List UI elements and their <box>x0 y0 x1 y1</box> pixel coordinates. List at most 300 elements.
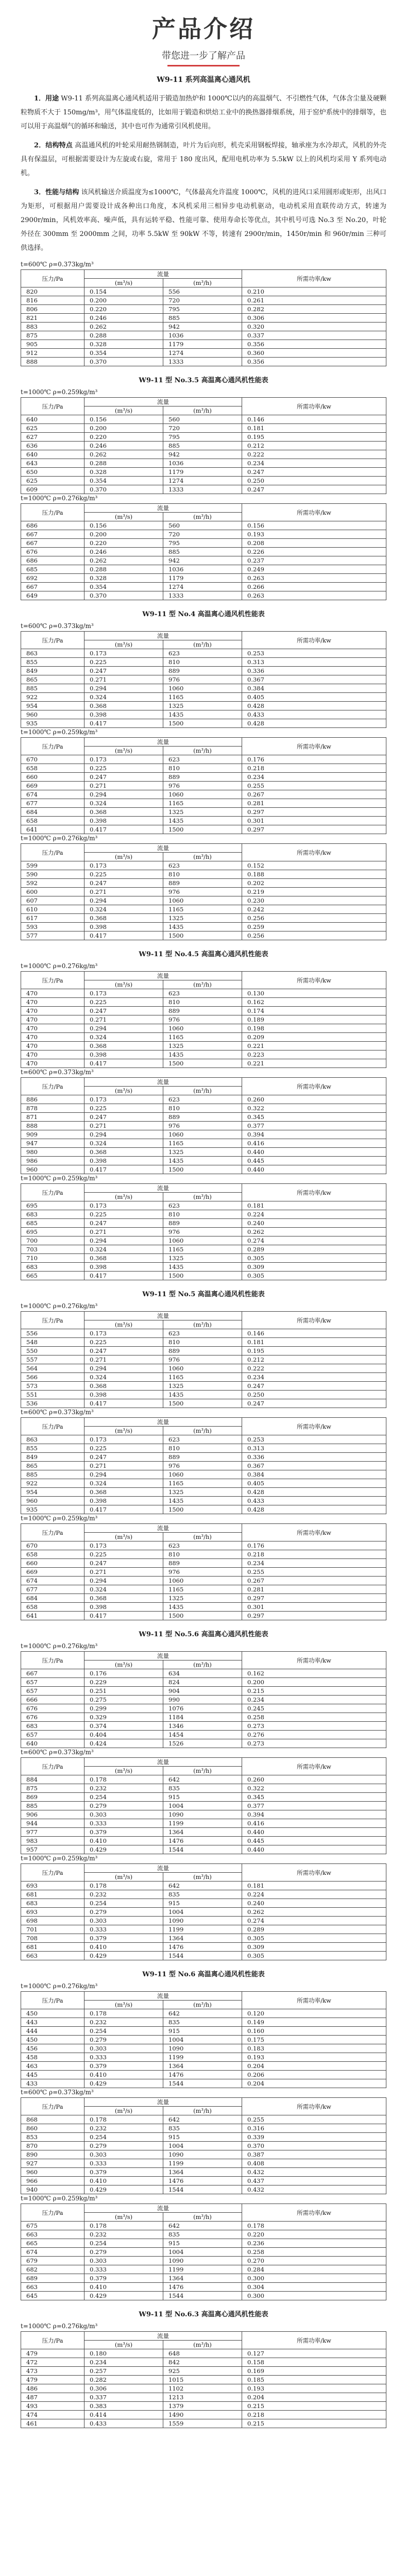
table-condition: t=600℃ ρ=0.373kg/m³ <box>21 261 94 268</box>
flow-m3h-cell: 1015 <box>163 2376 242 2384</box>
pressure-cell: 927 <box>21 2159 84 2168</box>
table-row <box>21 2230 386 2239</box>
table-row <box>21 1444 386 1453</box>
table-caption: W9-11 型 No.6.3 高温离心通风机性能表 <box>139 2311 268 2318</box>
flow-m3h-cell: 1476 <box>163 2177 242 2185</box>
power-cell: 0.249 <box>242 565 386 574</box>
table-condition: t=1000℃ ρ=0.259kg/m³ <box>21 1855 98 1862</box>
power-cell: 0.262 <box>242 1908 386 1917</box>
table-row <box>21 1254 386 1263</box>
table-row <box>21 1095 386 1104</box>
table-row <box>21 2079 386 2088</box>
table-caption: W9-11 型 No.4 高温离心通风机性能表 <box>142 611 265 618</box>
table-row <box>21 755 386 764</box>
pressure-header: 压力/Pa <box>21 1184 84 1201</box>
pressure-cell: 875 <box>21 331 84 340</box>
flow-m3s-cell: 0.247 <box>84 667 163 675</box>
flow-m3h-cell: 1476 <box>163 1943 242 1952</box>
flow-m3s-cell: 0.303 <box>84 1917 163 1925</box>
pressure-cell: 658 <box>21 1603 84 1612</box>
performance-table <box>21 1651 386 1748</box>
table-row <box>21 442 386 450</box>
power-cell: 0.394 <box>242 1130 386 1139</box>
pressure-header: 压力/Pa <box>21 1312 84 1329</box>
flow-m3h-cell: 889 <box>163 879 242 888</box>
flow-m3s-cell: 0.417 <box>84 1272 163 1280</box>
flow-m3h-cell: 976 <box>163 1015 242 1024</box>
flow-m3s-cell: 0.247 <box>84 773 163 782</box>
flow-m3s-cell: 0.262 <box>84 556 163 565</box>
table-row <box>21 583 386 591</box>
flow-m3s-cell: 0.379 <box>84 1828 163 1837</box>
power-cell: 0.416 <box>242 1139 386 1148</box>
flow-m3s-header: (m³/s) <box>84 1767 163 1775</box>
flow-m3s-cell: 0.262 <box>84 323 163 331</box>
table-row <box>21 459 386 468</box>
power-cell: 0.284 <box>242 2265 386 2274</box>
table-row <box>21 1828 386 1837</box>
flow-m3h-cell: 810 <box>163 870 242 879</box>
flow-m3h-cell: 642 <box>163 1882 242 1890</box>
table-caption: W9-11 型 No.4.5 高温离心通风机性能表 <box>139 951 268 958</box>
performance-table-block <box>21 1514 386 1620</box>
table-row <box>21 424 386 433</box>
power-cell: 0.297 <box>242 825 386 834</box>
flow-m3h-cell: 623 <box>163 1201 242 1210</box>
power-cell: 0.273 <box>242 1739 386 1748</box>
power-cell: 0.202 <box>242 879 386 888</box>
table-row <box>21 1479 386 1488</box>
pressure-cell: 676 <box>21 1713 84 1722</box>
flow-m3h-cell: 1500 <box>163 1059 242 1068</box>
flow-m3h-cell: 1435 <box>163 1603 242 1612</box>
pressure-cell: 493 <box>21 2402 84 2411</box>
pressure-header: 压力/Pa <box>21 2332 84 2349</box>
flow-m3h-cell: 1004 <box>163 1802 242 1810</box>
pressure-cell: 935 <box>21 719 84 728</box>
flow-m3s-cell: 0.294 <box>84 684 163 693</box>
flow-m3s-cell: 0.271 <box>84 1568 163 1577</box>
pressure-cell: 627 <box>21 433 84 442</box>
table-row <box>21 1236 386 1245</box>
flow-m3s-cell: 0.262 <box>84 450 163 459</box>
section-performance <box>21 185 386 255</box>
table-row <box>21 2159 386 2168</box>
table-row <box>21 870 386 879</box>
flow-m3h-cell: 915 <box>163 1793 242 1802</box>
power-cell: 0.130 <box>242 989 386 998</box>
section-performance-label: 3．性能与结构 <box>34 189 79 196</box>
flow-m3s-header: (m³/s) <box>84 1320 163 1329</box>
table-row <box>21 905 386 914</box>
flow-m3h-cell: 623 <box>163 649 242 658</box>
flow-m3s-cell: 0.288 <box>84 459 163 468</box>
flow-m3s-cell: 0.225 <box>84 1444 163 1453</box>
flow-header: 流量 <box>84 632 242 640</box>
flow-m3h-cell: 642 <box>163 2115 242 2124</box>
pressure-cell: 450 <box>21 2036 84 2044</box>
flow-m3h-cell: 560 <box>163 521 242 530</box>
pressure-cell: 681 <box>21 1890 84 1899</box>
flow-m3s-cell: 0.303 <box>84 2150 163 2159</box>
table-header-row <box>21 632 386 640</box>
section-usage-text: W9-11 系列高温离心通风机适用于锻造加热炉和 1000℃以内的高温烟气、不引燃性气体，气体含尘量及硬颗粒物质不大于 150mg/m³，用气体温度低的，比如用于锻造和烘焙工业中的换热器排烟系统，用于窑炉系统中的排烟等，也可以用于高温烟气的循环和输送，其中也可作为通常引风机使用。 <box>21 95 386 130</box>
power-cell: 0.281 <box>242 799 386 808</box>
flow-m3s-cell: 0.370 <box>84 591 163 600</box>
power-cell: 0.218 <box>242 2411 386 2419</box>
pressure-cell: 470 <box>21 1059 84 1068</box>
table-header-row <box>21 2204 386 2213</box>
power-cell: 0.274 <box>242 1917 386 1925</box>
table-row <box>21 702 386 710</box>
flow-m3s-cell: 0.254 <box>84 2027 163 2036</box>
performance-table-block <box>21 1629 386 1748</box>
power-cell: 0.234 <box>242 459 386 468</box>
table-row <box>21 574 386 583</box>
flow-m3h-header: (m³/h) <box>163 406 242 415</box>
pressure-cell: 474 <box>21 2411 84 2419</box>
power-cell: 0.245 <box>242 1704 386 1713</box>
power-cell: 0.206 <box>242 2071 386 2079</box>
table-row <box>21 2292 386 2300</box>
power-cell: 0.297 <box>242 1594 386 1603</box>
table-condition: t=1000℃ ρ=0.276kg/m³ <box>21 1302 98 1310</box>
pressure-cell: 640 <box>21 450 84 459</box>
power-cell: 0.260 <box>242 1775 386 1784</box>
flow-m3s-cell: 0.225 <box>84 1104 163 1113</box>
flow-m3s-cell: 0.370 <box>84 485 163 494</box>
table-row <box>21 1347 386 1355</box>
table-row <box>21 2009 386 2018</box>
flow-m3h-cell: 942 <box>163 450 242 459</box>
flow-m3s-cell: 0.429 <box>84 1845 163 1854</box>
pressure-cell: 443 <box>21 2018 84 2027</box>
power-cell: 0.301 <box>242 1603 386 1612</box>
flow-m3s-cell: 0.271 <box>84 1462 163 1470</box>
flow-m3h-cell: 795 <box>163 539 242 548</box>
power-cell: 0.336 <box>242 667 386 675</box>
flow-m3s-cell: 0.324 <box>84 1373 163 1382</box>
table-row <box>21 1882 386 1890</box>
flow-m3s-cell: 0.271 <box>84 1355 163 1364</box>
pressure-header: 压力/Pa <box>21 1078 84 1095</box>
performance-table <box>21 1417 386 1514</box>
flow-m3s-cell: 0.368 <box>84 914 163 923</box>
flow-m3s-cell: 0.173 <box>84 649 163 658</box>
pressure-cell: 888 <box>21 1122 84 1130</box>
flow-m3h-cell: 889 <box>163 1007 242 1015</box>
flow-m3h-cell: 623 <box>163 1329 242 1338</box>
flow-m3s-cell: 0.379 <box>84 2168 163 2177</box>
power-cell: 0.218 <box>242 764 386 773</box>
power-cell: 0.428 <box>242 1505 386 1514</box>
flow-m3s-cell: 0.324 <box>84 1139 163 1148</box>
power-cell: 0.445 <box>242 1157 386 1165</box>
power-header: 所需功率/kw <box>242 844 386 861</box>
flow-m3h-cell: 1004 <box>163 2248 242 2257</box>
flow-m3h-cell: 835 <box>163 2018 242 2027</box>
flow-m3h-cell: 623 <box>163 989 242 998</box>
pressure-header: 压力/Pa <box>21 1758 84 1775</box>
table-condition: t=600℃ ρ=0.373kg/m³ <box>21 2089 94 2096</box>
table-row <box>21 825 386 834</box>
power-cell: 0.204 <box>242 2079 386 2088</box>
flow-m3h-cell: 1165 <box>163 1245 242 1254</box>
flow-m3s-cell: 0.374 <box>84 1722 163 1731</box>
pressure-cell: 657 <box>21 1731 84 1739</box>
table-row <box>21 331 386 340</box>
pressure-cell: 947 <box>21 1139 84 1148</box>
flow-m3h-cell: 810 <box>163 1210 242 1219</box>
pressure-cell: 863 <box>21 649 84 658</box>
pressure-header: 压力/Pa <box>21 1524 84 1541</box>
power-header: 所需功率/kw <box>242 1758 386 1775</box>
table-row <box>21 2044 386 2053</box>
pressure-cell: 487 <box>21 2393 84 2402</box>
table-row <box>21 1364 386 1373</box>
flow-m3s-header: (m³/s) <box>84 2001 163 2009</box>
pressure-header: 压力/Pa <box>21 632 84 649</box>
pressure-cell: 685 <box>21 565 84 574</box>
flow-m3h-cell: 835 <box>163 1890 242 1899</box>
pressure-cell: 674 <box>21 790 84 799</box>
pressure-cell: 645 <box>21 2292 84 2300</box>
flow-m3h-cell: 1333 <box>163 358 242 366</box>
flow-m3s-cell: 0.247 <box>84 1559 163 1568</box>
table-header-row <box>21 1184 386 1193</box>
power-cell: 0.433 <box>242 710 386 719</box>
pressure-header: 压力/Pa <box>21 2098 84 2115</box>
power-cell: 0.306 <box>242 314 386 323</box>
power-header: 所需功率/kw <box>242 2204 386 2222</box>
pressure-cell: 550 <box>21 1347 84 1355</box>
power-cell: 0.432 <box>242 2185 386 2194</box>
flow-header: 流量 <box>84 1652 242 1660</box>
pressure-cell: 683 <box>21 1722 84 1731</box>
table-row <box>21 1696 386 1704</box>
pressure-cell: 609 <box>21 485 84 494</box>
power-cell: 0.221 <box>242 1042 386 1050</box>
power-cell: 0.146 <box>242 415 386 424</box>
table-row <box>21 989 386 998</box>
flow-m3h-cell: 1500 <box>163 825 242 834</box>
flow-m3s-cell: 0.225 <box>84 764 163 773</box>
table-row <box>21 530 386 539</box>
table-row <box>21 1722 386 1731</box>
pressure-cell: 870 <box>21 2142 84 2150</box>
power-cell: 0.212 <box>242 442 386 450</box>
flow-m3s-cell: 0.368 <box>84 808 163 817</box>
pressure-cell: 617 <box>21 914 84 923</box>
table-row <box>21 1157 386 1165</box>
pressure-cell: 473 <box>21 2367 84 2376</box>
flow-m3h-cell: 1036 <box>163 331 242 340</box>
power-header: 所需功率/kw <box>242 972 386 989</box>
pressure-cell: 649 <box>21 591 84 600</box>
power-cell: 0.253 <box>242 1435 386 1444</box>
power-cell: 0.193 <box>242 2384 386 2393</box>
power-cell: 0.223 <box>242 1050 386 1059</box>
table-row <box>21 710 386 719</box>
power-cell: 0.309 <box>242 1943 386 1952</box>
pressure-cell: 944 <box>21 1819 84 1828</box>
pressure-cell: 935 <box>21 1505 84 1514</box>
flow-m3h-cell: 889 <box>163 1113 242 1122</box>
power-cell: 0.258 <box>242 2248 386 2257</box>
table-row <box>21 2036 386 2044</box>
flow-m3h-cell: 720 <box>163 296 242 305</box>
flow-m3h-header: (m³/h) <box>163 1193 242 1201</box>
power-cell: 0.256 <box>242 914 386 923</box>
power-cell: 0.394 <box>242 1810 386 1819</box>
flow-m3h-header: (m³/h) <box>163 2107 242 2115</box>
pressure-cell: 674 <box>21 1577 84 1585</box>
table-row <box>21 433 386 442</box>
flow-m3h-cell: 915 <box>163 2239 242 2248</box>
flow-m3h-cell: 1435 <box>163 710 242 719</box>
pressure-cell: 556 <box>21 1329 84 1338</box>
pressure-cell: 885 <box>21 1802 84 1810</box>
performance-table <box>21 1757 386 1854</box>
table-row <box>21 2274 386 2283</box>
flow-m3h-cell: 1060 <box>163 790 242 799</box>
table-row <box>21 296 386 305</box>
flow-m3h-cell: 1165 <box>163 799 242 808</box>
power-cell: 0.316 <box>242 2124 386 2133</box>
power-cell: 0.226 <box>242 548 386 556</box>
power-cell: 0.433 <box>242 1497 386 1505</box>
flow-m3s-cell: 0.383 <box>84 2402 163 2411</box>
flow-m3h-cell: 1500 <box>163 931 242 940</box>
power-cell: 0.267 <box>242 1577 386 1585</box>
power-cell: 0.266 <box>242 583 386 591</box>
pressure-header: 压力/Pa <box>21 398 84 415</box>
flow-m3s-cell: 0.417 <box>84 719 163 728</box>
flow-m3h-header: (m³/h) <box>163 1767 242 1775</box>
table-row <box>21 2402 386 2411</box>
flow-m3h-cell: 1544 <box>163 2079 242 2088</box>
power-cell: 0.250 <box>242 1391 386 1399</box>
power-cell: 0.247 <box>242 1382 386 1391</box>
flow-m3s-cell: 0.173 <box>84 1541 163 1550</box>
table-condition: t=1000℃ ρ=0.259kg/m³ <box>21 728 98 736</box>
power-cell: 0.169 <box>242 2367 386 2376</box>
power-cell: 0.405 <box>242 693 386 702</box>
power-header: 所需功率/kw <box>242 504 386 521</box>
flow-m3s-header: (m³/s) <box>84 1193 163 1201</box>
table-row <box>21 2384 386 2393</box>
flow-m3h-cell: 1500 <box>163 1272 242 1280</box>
power-cell: 0.377 <box>242 1802 386 1810</box>
table-condition: t=1000℃ ρ=0.276kg/m³ <box>21 495 98 502</box>
flow-m3h-cell: 889 <box>163 1219 242 1228</box>
flow-m3h-cell: 642 <box>163 2222 242 2230</box>
pressure-cell: 693 <box>21 1882 84 1890</box>
flow-m3h-cell: 1274 <box>163 477 242 485</box>
flow-m3s-cell: 0.271 <box>84 1122 163 1130</box>
power-header: 所需功率/kw <box>242 1992 386 2009</box>
flow-m3s-cell: 0.370 <box>84 358 163 366</box>
table-row <box>21 1007 386 1015</box>
pressure-cell: 849 <box>21 1453 84 1462</box>
section-structure-text: 高温通风机的叶轮采用耐热钢制造，叶片为后向形，机壳采用钢板焊接，轴承座为水冷却式，风机的外壳具有保温层，可根据需要设计为左旋或右旋，常用于 180 度出风，配用电机功率为 5.5kW 以上的风机均采用 Y 系列电动机。 <box>21 142 386 177</box>
table-row <box>21 591 386 600</box>
table-row <box>21 1245 386 1254</box>
table-row <box>21 1890 386 1899</box>
power-cell: 0.158 <box>242 2358 386 2367</box>
power-header: 所需功率/kw <box>242 1184 386 1201</box>
pressure-cell: 663 <box>21 2230 84 2239</box>
flow-m3s-cell: 0.303 <box>84 2044 163 2053</box>
table-row <box>21 888 386 896</box>
flow-m3s-header: (m³/s) <box>84 640 163 649</box>
flow-m3s-cell: 0.429 <box>84 2185 163 2194</box>
table-row <box>21 1612 386 1620</box>
flow-m3h-cell: 1060 <box>163 1364 242 1373</box>
flow-m3s-cell: 0.232 <box>84 2124 163 2133</box>
flow-m3h-cell: 1476 <box>163 2071 242 2079</box>
flow-m3s-cell: 0.247 <box>84 1219 163 1228</box>
performance-table-block <box>21 375 386 494</box>
table-row <box>21 1687 386 1696</box>
power-cell: 0.240 <box>242 1899 386 1908</box>
power-cell: 0.181 <box>242 1201 386 1210</box>
power-cell: 0.224 <box>242 1890 386 1899</box>
table-condition: t=1000℃ ρ=0.259kg/m³ <box>21 388 98 396</box>
power-cell: 0.218 <box>242 1550 386 1559</box>
table-header-row <box>21 2332 386 2341</box>
flow-m3h-cell: 1090 <box>163 2257 242 2265</box>
power-cell: 0.305 <box>242 1934 386 1943</box>
table-header-row <box>21 738 386 747</box>
pressure-cell: 886 <box>21 1095 84 1104</box>
flow-m3s-cell: 0.410 <box>84 2071 163 2079</box>
pressure-cell: 470 <box>21 989 84 998</box>
flow-m3s-cell: 0.178 <box>84 2009 163 2018</box>
flow-m3h-cell: 1435 <box>163 1050 242 1059</box>
performance-table-block <box>21 1969 386 2088</box>
power-cell: 0.384 <box>242 684 386 693</box>
table-condition: t=1000℃ ρ=0.276kg/m³ <box>21 2323 98 2330</box>
table-row <box>21 2027 386 2036</box>
performance-table <box>21 737 386 834</box>
flow-m3s-cell: 0.398 <box>84 817 163 825</box>
power-cell: 0.215 <box>242 1687 386 1696</box>
flow-m3h-cell: 642 <box>163 2009 242 2018</box>
pressure-cell: 444 <box>21 2027 84 2036</box>
table-row <box>21 1925 386 1934</box>
flow-m3h-cell: 889 <box>163 1347 242 1355</box>
table-row <box>21 1568 386 1577</box>
flow-m3h-cell: 1333 <box>163 485 242 494</box>
flow-m3h-cell: 1165 <box>163 693 242 702</box>
flow-m3h-cell: 642 <box>163 1775 242 1784</box>
table-row <box>21 548 386 556</box>
power-cell: 0.270 <box>242 2257 386 2265</box>
flow-m3h-cell: 795 <box>163 433 242 442</box>
pressure-cell: 977 <box>21 1828 84 1837</box>
power-cell: 0.274 <box>242 1236 386 1245</box>
flow-m3s-cell: 0.404 <box>84 1731 163 1739</box>
table-condition: t=600℃ ρ=0.373kg/m³ <box>21 622 94 630</box>
power-cell: 0.215 <box>242 2402 386 2411</box>
flow-m3s-cell: 0.379 <box>84 1934 163 1943</box>
table-header-row <box>21 1652 386 1660</box>
pressure-cell: 703 <box>21 1245 84 1254</box>
power-cell: 0.181 <box>242 1338 386 1347</box>
flow-m3s-cell: 0.294 <box>84 1236 163 1245</box>
flow-m3s-cell: 0.417 <box>84 1399 163 1408</box>
